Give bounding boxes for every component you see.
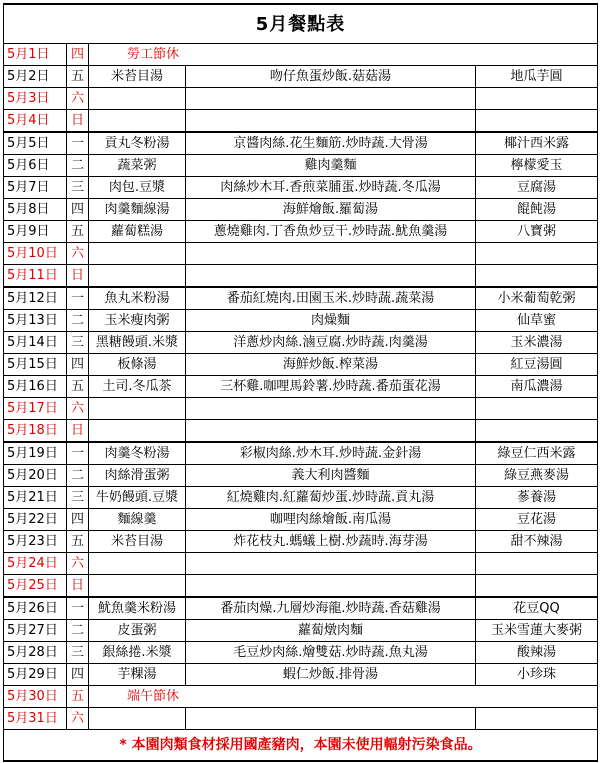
lunch-cell <box>186 420 476 443</box>
morning-snack-cell: 玉米瘦肉粥 <box>89 310 186 332</box>
meal-table <box>3 3 598 762</box>
weekday-cell: 日 <box>67 420 89 443</box>
morning-snack-cell: 肉絲滑蛋粥 <box>89 465 186 487</box>
afternoon-snack-cell: 八寶粥 <box>476 221 598 243</box>
table-row <box>4 487 598 509</box>
afternoon-snack-cell: 玉米濃湯 <box>476 332 598 354</box>
afternoon-snack-cell <box>476 88 598 110</box>
morning-snack-cell: 魚丸米粉湯 <box>89 287 186 310</box>
lunch-cell: 紅燒雞肉.紅蘿蔔炒蛋.炒時蔬.貢丸湯 <box>186 487 476 509</box>
date-cell: 5月16日 <box>4 376 67 398</box>
weekday-cell: 一 <box>67 287 89 310</box>
lunch-cell: 義大利肉醬麵 <box>186 465 476 487</box>
table-row <box>4 332 598 354</box>
afternoon-snack-cell: 小珍珠 <box>476 664 598 686</box>
morning-snack-cell: 皮蛋粥 <box>89 620 186 642</box>
afternoon-snack-cell: 豆腐湯 <box>476 177 598 199</box>
table-row <box>4 199 598 221</box>
afternoon-snack-cell: 仙草蜜 <box>476 310 598 332</box>
afternoon-snack-cell: 綠豆仁西米露 <box>476 442 598 465</box>
table-row <box>4 708 598 730</box>
morning-snack-cell: 牛奶饅頭.豆漿 <box>89 487 186 509</box>
lunch-cell: 蝦仁炒飯.排骨湯 <box>186 664 476 686</box>
afternoon-snack-cell <box>476 265 598 288</box>
footer-note: * 本園肉類食材採用國產豬肉，本園未使用輻射污染食品。 <box>4 730 598 762</box>
table-row <box>4 620 598 642</box>
weekday-cell: 二 <box>67 155 89 177</box>
date-cell: 5月22日 <box>4 509 67 531</box>
weekday-cell: 四 <box>67 664 89 686</box>
morning-snack-cell: 板條湯 <box>89 354 186 376</box>
table-row <box>4 531 598 553</box>
afternoon-snack-cell: 玉米雪蓮大麥粥 <box>476 620 598 642</box>
weekday-cell: 四 <box>67 354 89 376</box>
morning-snack-cell <box>89 420 186 443</box>
weekday-cell: 五 <box>67 66 89 88</box>
afternoon-snack-cell <box>476 420 598 443</box>
table-row <box>4 310 598 332</box>
date-cell: 5月6日 <box>4 155 67 177</box>
date-cell: 5月17日 <box>4 398 67 420</box>
table-row <box>4 155 598 177</box>
weekday-cell: 六 <box>67 243 89 265</box>
afternoon-snack-cell: 椰汁西米露 <box>476 132 598 155</box>
afternoon-snack-cell: 餛飩湯 <box>476 199 598 221</box>
date-cell: 5月9日 <box>4 221 67 243</box>
table-row <box>4 420 598 443</box>
table-body <box>4 44 598 730</box>
weekday-cell: 六 <box>67 398 89 420</box>
date-cell: 5月8日 <box>4 199 67 221</box>
date-cell: 5月26日 <box>4 597 67 620</box>
lunch-cell: 蘿蔔燉肉麵 <box>186 620 476 642</box>
weekday-cell: 五 <box>67 221 89 243</box>
table-row <box>4 686 598 708</box>
weekday-cell: 一 <box>67 597 89 620</box>
date-cell: 5月14日 <box>4 332 67 354</box>
morning-snack-cell <box>89 88 186 110</box>
weekday-cell: 三 <box>67 487 89 509</box>
morning-snack-cell <box>89 708 186 730</box>
lunch-cell: 三杯雞.咖哩馬鈴薯.炒時蔬.番茄蛋花湯 <box>186 376 476 398</box>
table-row <box>4 642 598 664</box>
table-row <box>4 88 598 110</box>
table-row <box>4 243 598 265</box>
table-row <box>4 265 598 288</box>
afternoon-snack-cell: 小米葡萄乾粥 <box>476 287 598 310</box>
holiday-cell: 端午節休 <box>89 686 598 708</box>
afternoon-snack-cell <box>476 243 598 265</box>
afternoon-snack-cell <box>476 575 598 598</box>
date-cell: 5月24日 <box>4 553 67 575</box>
date-cell: 5月23日 <box>4 531 67 553</box>
morning-snack-cell: 肉羹冬粉湯 <box>89 442 186 465</box>
lunch-cell: 番茄紅燒肉.田園玉米.炒時蔬.蔬菜湯 <box>186 287 476 310</box>
morning-snack-cell <box>89 110 186 133</box>
morning-snack-cell: 銀絲捲.米漿 <box>89 642 186 664</box>
afternoon-snack-cell: 地瓜芋圓 <box>476 66 598 88</box>
morning-snack-cell: 米苔目湯 <box>89 531 186 553</box>
afternoon-snack-cell: 紅豆湯圓 <box>476 354 598 376</box>
morning-snack-cell: 肉包.豆漿 <box>89 177 186 199</box>
lunch-cell: 海鮮炒飯.榨菜湯 <box>186 354 476 376</box>
date-cell: 5月25日 <box>4 575 67 598</box>
date-cell: 5月12日 <box>4 287 67 310</box>
weekday-cell: 四 <box>67 509 89 531</box>
afternoon-snack-cell: 檸檬愛玉 <box>476 155 598 177</box>
weekday-cell: 三 <box>67 332 89 354</box>
morning-snack-cell <box>89 265 186 288</box>
afternoon-snack-cell: 南瓜濃湯 <box>476 376 598 398</box>
table-row <box>4 354 598 376</box>
date-cell: 5月11日 <box>4 265 67 288</box>
lunch-cell: 毛豆炒肉絲.燴雙菇.炒時蔬.魚丸湯 <box>186 642 476 664</box>
lunch-cell: 彩椒肉絲.炒木耳.炒時蔬.金針湯 <box>186 442 476 465</box>
lunch-cell <box>186 553 476 575</box>
date-cell: 5月29日 <box>4 664 67 686</box>
lunch-cell <box>186 110 476 133</box>
lunch-cell: 炸花枝丸.螞蟻上樹.炒蔬時.海芽湯 <box>186 531 476 553</box>
date-cell: 5月18日 <box>4 420 67 443</box>
table-row <box>4 575 598 598</box>
morning-snack-cell: 肉羹麵線湯 <box>89 199 186 221</box>
weekday-cell: 四 <box>67 44 89 66</box>
date-cell: 5月28日 <box>4 642 67 664</box>
weekday-cell: 六 <box>67 553 89 575</box>
date-cell: 5月5日 <box>4 132 67 155</box>
table-row <box>4 66 598 88</box>
weekday-cell: 四 <box>67 199 89 221</box>
afternoon-snack-cell <box>476 553 598 575</box>
lunch-cell: 洋蔥炒肉絲.滷豆腐.炒時蔬.肉羹湯 <box>186 332 476 354</box>
table-row <box>4 398 598 420</box>
date-cell: 5月7日 <box>4 177 67 199</box>
lunch-cell: 肉燥麵 <box>186 310 476 332</box>
date-cell: 5月3日 <box>4 88 67 110</box>
weekday-cell: 日 <box>67 575 89 598</box>
weekday-cell: 六 <box>67 88 89 110</box>
date-cell: 5月4日 <box>4 110 67 133</box>
table-row <box>4 442 598 465</box>
date-cell: 5月15日 <box>4 354 67 376</box>
date-cell: 5月2日 <box>4 66 67 88</box>
table-row <box>4 177 598 199</box>
morning-snack-cell <box>89 553 186 575</box>
afternoon-snack-cell: 綠豆燕麥湯 <box>476 465 598 487</box>
morning-snack-cell: 黑糖饅頭.米漿 <box>89 332 186 354</box>
weekday-cell: 日 <box>67 110 89 133</box>
weekday-cell: 五 <box>67 531 89 553</box>
morning-snack-cell: 麵線羹 <box>89 509 186 531</box>
table-row <box>4 553 598 575</box>
morning-snack-cell <box>89 398 186 420</box>
table-title: 5月餐點表 <box>4 4 598 44</box>
table-row <box>4 287 598 310</box>
lunch-cell: 肉絲炒木耳.香煎菜脯蛋.炒時蔬.冬瓜湯 <box>186 177 476 199</box>
weekday-cell: 日 <box>67 265 89 288</box>
date-cell: 5月13日 <box>4 310 67 332</box>
weekday-cell: 三 <box>67 177 89 199</box>
morning-snack-cell <box>89 575 186 598</box>
table-row <box>4 132 598 155</box>
table-row <box>4 110 598 133</box>
lunch-cell: 吻仔魚蛋炒飯.菇菇湯 <box>186 66 476 88</box>
table-row <box>4 44 598 66</box>
morning-snack-cell: 貢丸冬粉湯 <box>89 132 186 155</box>
lunch-cell: 蔥燒雞肉.丁香魚炒豆干.炒時蔬.魷魚羹湯 <box>186 221 476 243</box>
morning-snack-cell: 芋粿湯 <box>89 664 186 686</box>
weekday-cell: 六 <box>67 708 89 730</box>
lunch-cell <box>186 265 476 288</box>
lunch-cell <box>186 398 476 420</box>
weekday-cell: 五 <box>67 376 89 398</box>
lunch-cell <box>186 243 476 265</box>
lunch-cell <box>186 575 476 598</box>
date-cell: 5月20日 <box>4 465 67 487</box>
afternoon-snack-cell <box>476 110 598 133</box>
weekday-cell: 五 <box>67 686 89 708</box>
morning-snack-cell: 蔬菜粥 <box>89 155 186 177</box>
table-row <box>4 221 598 243</box>
date-cell: 5月27日 <box>4 620 67 642</box>
afternoon-snack-cell: 酸辣湯 <box>476 642 598 664</box>
morning-snack-cell: 米苔目湯 <box>89 66 186 88</box>
morning-snack-cell: 土司.冬瓜茶 <box>89 376 186 398</box>
weekday-cell: 三 <box>67 642 89 664</box>
date-cell: 5月21日 <box>4 487 67 509</box>
table-row <box>4 509 598 531</box>
morning-snack-cell <box>89 243 186 265</box>
lunch-cell <box>186 708 476 730</box>
date-cell: 5月19日 <box>4 442 67 465</box>
lunch-cell <box>186 88 476 110</box>
lunch-cell: 番茄肉燥.九層炒海龍.炒時蔬.香菇雞湯 <box>186 597 476 620</box>
afternoon-snack-cell: 甜不辣湯 <box>476 531 598 553</box>
morning-snack-cell: 蘿蔔糕湯 <box>89 221 186 243</box>
weekday-cell: 二 <box>67 620 89 642</box>
table-row <box>4 376 598 398</box>
date-cell: 5月31日 <box>4 708 67 730</box>
afternoon-snack-cell: 蔘養湯 <box>476 487 598 509</box>
date-cell: 5月10日 <box>4 243 67 265</box>
afternoon-snack-cell <box>476 398 598 420</box>
afternoon-snack-cell <box>476 708 598 730</box>
date-cell: 5月1日 <box>4 44 67 66</box>
morning-snack-cell: 魷魚羹米粉湯 <box>89 597 186 620</box>
date-cell: 5月30日 <box>4 686 67 708</box>
afternoon-snack-cell: 豆花湯 <box>476 509 598 531</box>
lunch-cell: 海鮮燴飯.羅蔔湯 <box>186 199 476 221</box>
weekday-cell: 二 <box>67 465 89 487</box>
lunch-cell: 京醬肉絲.花生麵筋.炒時蔬.大骨湯 <box>186 132 476 155</box>
table-row <box>4 465 598 487</box>
table-row <box>4 664 598 686</box>
holiday-cell: 勞工節休 <box>89 44 598 66</box>
lunch-cell: 雞肉羹麵 <box>186 155 476 177</box>
weekday-cell: 一 <box>67 132 89 155</box>
afternoon-snack-cell: 花豆QQ <box>476 597 598 620</box>
lunch-cell: 咖哩肉絲燴飯.南瓜湯 <box>186 509 476 531</box>
table-row <box>4 597 598 620</box>
menu-sheet <box>3 3 597 762</box>
weekday-cell: 二 <box>67 310 89 332</box>
weekday-cell: 一 <box>67 442 89 465</box>
